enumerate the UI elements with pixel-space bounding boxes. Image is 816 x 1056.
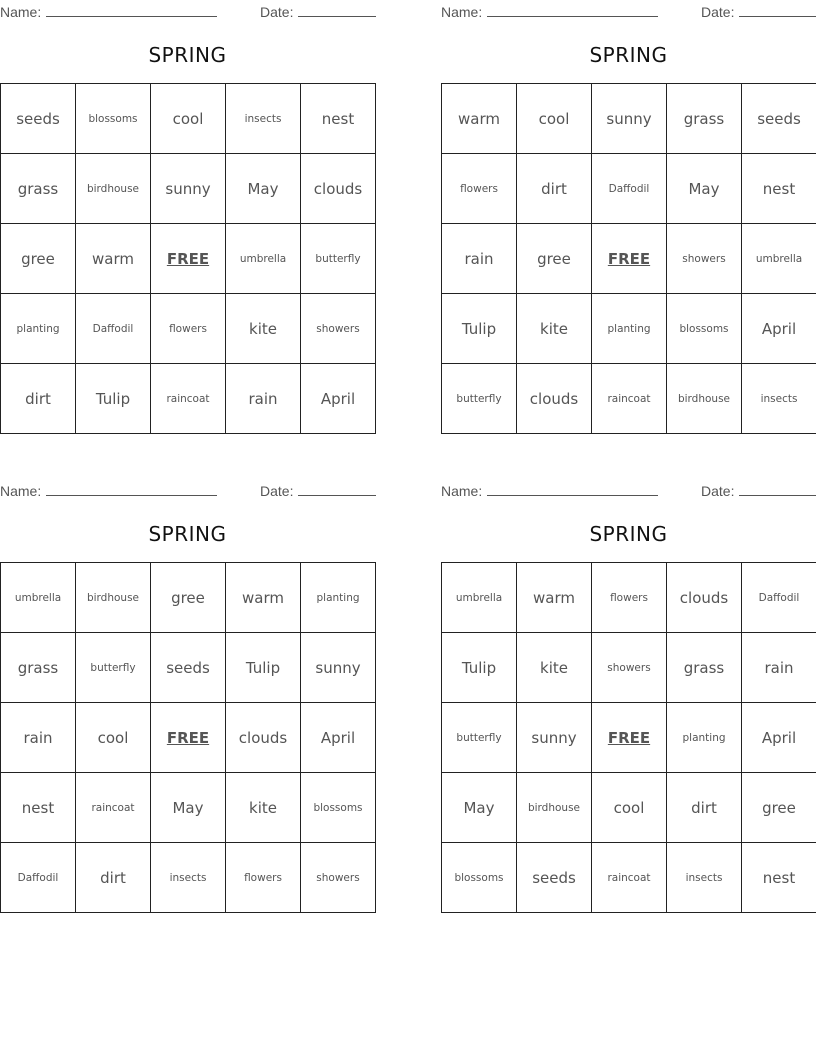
- bingo-cell[interactable]: dirt: [76, 843, 151, 913]
- name-blank-line[interactable]: [46, 2, 217, 17]
- bingo-grid: [0, 83, 376, 434]
- free-space[interactable]: FREE: [592, 224, 667, 294]
- bingo-cell[interactable]: nest: [742, 843, 816, 913]
- bingo-cell[interactable]: birdhouse: [76, 563, 151, 633]
- bingo-grid: [441, 83, 816, 434]
- bingo-cell[interactable]: flowers: [151, 294, 226, 364]
- bingo-cell[interactable]: nest: [742, 154, 816, 224]
- bingo-cell[interactable]: Daffodil: [76, 294, 151, 364]
- bingo-cell[interactable]: raincoat: [151, 364, 226, 434]
- bingo-cell[interactable]: rain: [226, 364, 301, 434]
- bingo-cell[interactable]: Tulip: [226, 633, 301, 703]
- bingo-cell[interactable]: cool: [76, 703, 151, 773]
- bingo-cell[interactable]: birdhouse: [517, 773, 592, 843]
- bingo-cell[interactable]: blossoms: [442, 843, 517, 913]
- bingo-cell[interactable]: Daffodil: [742, 563, 816, 633]
- grid-row: [442, 294, 816, 364]
- free-space[interactable]: FREE: [592, 703, 667, 773]
- bingo-card: [0, 0, 375, 435]
- bingo-cell[interactable]: rain: [1, 703, 76, 773]
- bingo-cell[interactable]: clouds: [301, 154, 376, 224]
- name-label: Name:: [441, 483, 483, 499]
- date-group: [701, 481, 816, 499]
- bingo-cell[interactable]: flowers: [226, 843, 301, 913]
- bingo-cell[interactable]: rain: [442, 224, 517, 294]
- bingo-cell[interactable]: umbrella: [442, 563, 517, 633]
- card-title: SPRING: [148, 43, 227, 67]
- bingo-card: [0, 479, 375, 914]
- bingo-cell[interactable]: kite: [226, 773, 301, 843]
- header-row: [0, 481, 375, 499]
- grid-row: [442, 843, 816, 913]
- grid-row: [1, 364, 376, 434]
- bingo-cell[interactable]: planting: [592, 294, 667, 364]
- grid-row: [1, 563, 376, 633]
- grid-row: [1, 84, 376, 154]
- bingo-cell[interactable]: clouds: [517, 364, 592, 434]
- bingo-cell[interactable]: showers: [301, 294, 376, 364]
- name-group: [441, 481, 658, 499]
- grid-row: [1, 633, 376, 703]
- card-title: SPRING: [148, 522, 227, 546]
- date-group: [701, 2, 816, 20]
- bingo-cell[interactable]: May: [151, 773, 226, 843]
- bingo-cell[interactable]: grass: [1, 633, 76, 703]
- grid-row: [1, 154, 376, 224]
- date-group: [260, 2, 376, 20]
- bingo-cell[interactable]: raincoat: [592, 843, 667, 913]
- bingo-cell[interactable]: insects: [226, 84, 301, 154]
- grid-row: [442, 633, 816, 703]
- bingo-cell[interactable]: showers: [592, 633, 667, 703]
- bingo-cell[interactable]: blossoms: [76, 84, 151, 154]
- bingo-cell[interactable]: warm: [442, 84, 517, 154]
- bingo-cell[interactable]: dirt: [667, 773, 742, 843]
- grid-row: [442, 154, 816, 224]
- grid-row: [1, 773, 376, 843]
- bingo-cell[interactable]: seeds: [1, 84, 76, 154]
- bingo-cell[interactable]: planting: [1, 294, 76, 364]
- bingo-cell[interactable]: April: [301, 703, 376, 773]
- bingo-cell[interactable]: warm: [226, 563, 301, 633]
- date-group: [260, 481, 376, 499]
- free-space[interactable]: FREE: [151, 703, 226, 773]
- bingo-cell[interactable]: gree: [742, 773, 816, 843]
- name-blank-line[interactable]: [46, 481, 217, 496]
- bingo-cell[interactable]: dirt: [1, 364, 76, 434]
- name-blank-line[interactable]: [487, 2, 658, 17]
- bingo-cell[interactable]: seeds: [517, 843, 592, 913]
- bingo-cell[interactable]: insects: [742, 364, 816, 434]
- bingo-cell[interactable]: sunny: [151, 154, 226, 224]
- bingo-cell[interactable]: May: [442, 773, 517, 843]
- bingo-cell[interactable]: gree: [517, 224, 592, 294]
- bingo-cell[interactable]: showers: [667, 224, 742, 294]
- grid-row: [1, 843, 376, 913]
- bingo-cell[interactable]: Tulip: [442, 294, 517, 364]
- grid-row: [442, 224, 816, 294]
- bingo-cell[interactable]: Tulip: [442, 633, 517, 703]
- date-label: Date:: [701, 4, 735, 20]
- bingo-cell[interactable]: umbrella: [742, 224, 816, 294]
- bingo-cell[interactable]: sunny: [592, 84, 667, 154]
- bingo-cell[interactable]: April: [742, 703, 816, 773]
- header-row: [441, 2, 816, 20]
- bingo-cell[interactable]: blossoms: [301, 773, 376, 843]
- bingo-cell[interactable]: gree: [1, 224, 76, 294]
- bingo-cell[interactable]: May: [667, 154, 742, 224]
- bingo-cell[interactable]: grass: [667, 633, 742, 703]
- bingo-cell[interactable]: butterfly: [76, 633, 151, 703]
- bingo-cell[interactable]: butterfly: [301, 224, 376, 294]
- date-blank-line[interactable]: [298, 2, 376, 17]
- bingo-cell[interactable]: gree: [151, 563, 226, 633]
- bingo-cell[interactable]: rain: [742, 633, 816, 703]
- grid-row: [442, 703, 816, 773]
- grid-row: [442, 364, 816, 434]
- bingo-cell[interactable]: umbrella: [226, 224, 301, 294]
- bingo-card: [441, 0, 816, 435]
- grid-row: [442, 773, 816, 843]
- grid-row: [1, 294, 376, 364]
- bingo-cell[interactable]: raincoat: [592, 364, 667, 434]
- header-row: [441, 481, 816, 499]
- bingo-cell[interactable]: butterfly: [442, 703, 517, 773]
- name-group: [0, 481, 217, 499]
- bingo-cell[interactable]: planting: [667, 703, 742, 773]
- bingo-cell[interactable]: cool: [151, 84, 226, 154]
- bingo-cell[interactable]: grass: [1, 154, 76, 224]
- header-row: [0, 2, 375, 20]
- bingo-cell[interactable]: butterfly: [442, 364, 517, 434]
- bingo-cell[interactable]: Daffodil: [592, 154, 667, 224]
- grid-row: [1, 224, 376, 294]
- bingo-cell[interactable]: kite: [517, 633, 592, 703]
- bingo-grid: [441, 562, 816, 913]
- bingo-cell[interactable]: kite: [517, 294, 592, 364]
- bingo-cell[interactable]: seeds: [151, 633, 226, 703]
- name-label: Name:: [0, 4, 42, 20]
- date-blank-line[interactable]: [298, 481, 376, 496]
- bingo-cell[interactable]: nest: [1, 773, 76, 843]
- bingo-cell[interactable]: Daffodil: [1, 843, 76, 913]
- free-space[interactable]: FREE: [151, 224, 226, 294]
- bingo-cell[interactable]: sunny: [517, 703, 592, 773]
- name-group: [0, 2, 217, 20]
- bingo-cell[interactable]: flowers: [442, 154, 517, 224]
- card-title: SPRING: [589, 43, 668, 67]
- bingo-cell[interactable]: kite: [226, 294, 301, 364]
- bingo-cell[interactable]: raincoat: [76, 773, 151, 843]
- bingo-cell[interactable]: birdhouse: [667, 364, 742, 434]
- date-label: Date:: [260, 4, 294, 20]
- date-label: Date:: [701, 483, 735, 499]
- bingo-cell[interactable]: showers: [301, 843, 376, 913]
- name-label: Name:: [441, 4, 483, 20]
- bingo-cell[interactable]: birdhouse: [76, 154, 151, 224]
- bingo-cell[interactable]: April: [301, 364, 376, 434]
- bingo-cell[interactable]: clouds: [226, 703, 301, 773]
- bingo-card: [441, 479, 816, 914]
- bingo-cell[interactable]: grass: [667, 84, 742, 154]
- bingo-cell[interactable]: Tulip: [76, 364, 151, 434]
- bingo-cell[interactable]: umbrella: [1, 563, 76, 633]
- bingo-cell[interactable]: nest: [301, 84, 376, 154]
- bingo-cell[interactable]: warm: [76, 224, 151, 294]
- card-title: SPRING: [589, 522, 668, 546]
- bingo-cell[interactable]: insects: [151, 843, 226, 913]
- bingo-cell[interactable]: flowers: [592, 563, 667, 633]
- bingo-cell[interactable]: insects: [667, 843, 742, 913]
- bingo-grid: [0, 562, 376, 913]
- grid-row: [442, 84, 816, 154]
- grid-row: [442, 563, 816, 633]
- bingo-cell[interactable]: blossoms: [667, 294, 742, 364]
- grid-row: [1, 703, 376, 773]
- bingo-cell[interactable]: dirt: [517, 154, 592, 224]
- name-label: Name:: [0, 483, 42, 499]
- date-blank-line[interactable]: [739, 2, 816, 17]
- bingo-cell[interactable]: seeds: [742, 84, 816, 154]
- bingo-cell[interactable]: April: [742, 294, 816, 364]
- bingo-cell[interactable]: planting: [301, 563, 376, 633]
- date-blank-line[interactable]: [739, 481, 816, 496]
- date-label: Date:: [260, 483, 294, 499]
- bingo-cell[interactable]: cool: [592, 773, 667, 843]
- bingo-cell[interactable]: sunny: [301, 633, 376, 703]
- name-blank-line[interactable]: [487, 481, 658, 496]
- name-group: [441, 2, 658, 20]
- bingo-cell[interactable]: clouds: [667, 563, 742, 633]
- bingo-cell[interactable]: May: [226, 154, 301, 224]
- bingo-cell[interactable]: cool: [517, 84, 592, 154]
- bingo-cell[interactable]: warm: [517, 563, 592, 633]
